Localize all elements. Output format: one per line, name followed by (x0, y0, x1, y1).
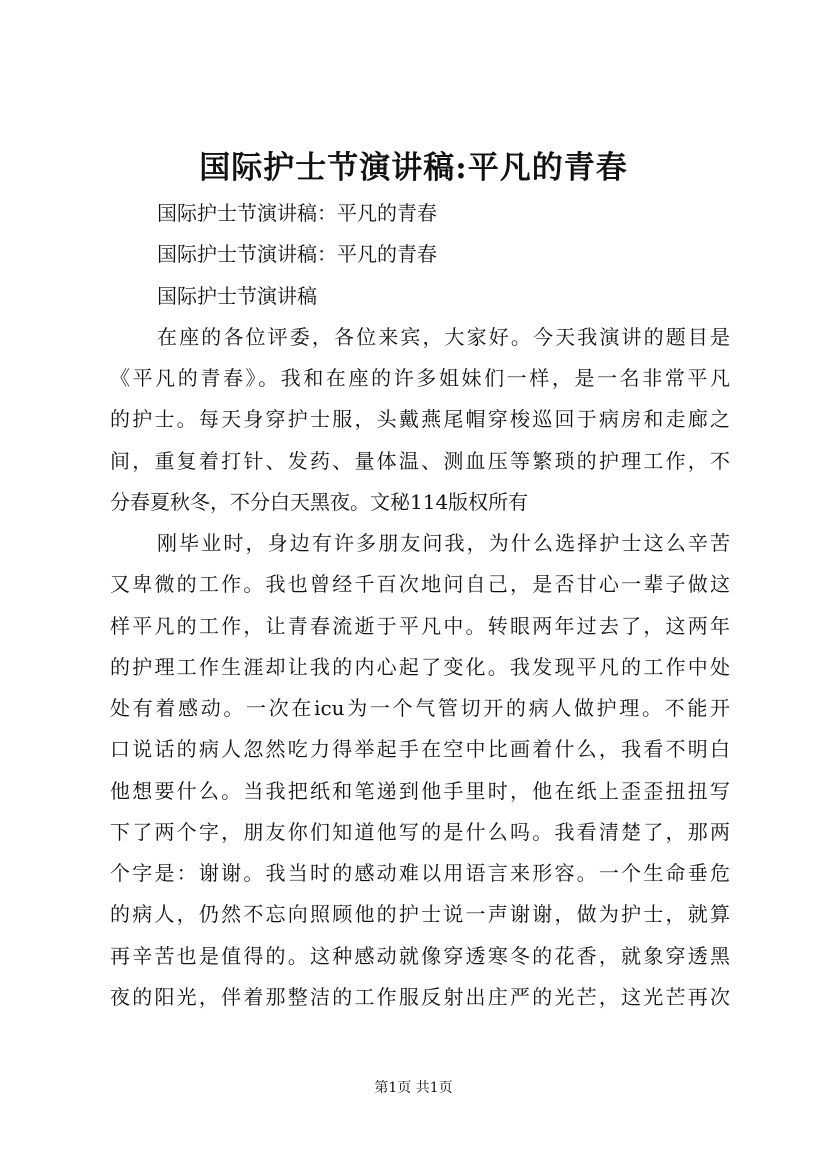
paragraph-line: 分春夏秋冬，不分白天黑夜。文秘114版权所有 (110, 490, 529, 514)
paragraph-line: 的护理工作生涯却让我的内心起了变化。我发现平凡的工作中处 (110, 655, 730, 679)
paragraph-line: 口说话的病人忽然吃力得举起手在空中比画着什么，我看不明白 (110, 737, 730, 761)
paragraph-line: 处有着感动。一次在icu为一个气管切开的病人做护理。不能开 (110, 696, 730, 720)
paragraph-line: 样平凡的工作，让青春流逝于平凡中。转眼两年过去了，这两年 (110, 614, 730, 638)
paragraph-line: 个字是：谢谢。我当时的感动难以用语言来形容。一个生命垂危 (110, 861, 730, 885)
paragraph-line: 间，重复着打针、发药、量体温、测血压等繁琐的护理工作，不 (110, 449, 730, 473)
paragraph-line: 的病人，仍然不忘向照顾他的护士说一声谢谢，做为护士，就算 (110, 902, 730, 926)
paragraph-line: 的护士。每天身穿护士服，头戴燕尾帽穿梭巡回于病房和走廊之 (110, 407, 730, 431)
paragraph-line: 在座的各位评委，各位来宾，大家好。今天我演讲的题目是 (157, 325, 730, 349)
paragraph-line: 他想要什么。当我把纸和笔递到他手里时，他在纸上歪歪扭扭写 (110, 779, 730, 803)
document-title: 国际护士节演讲稿:平凡的青春 (199, 150, 628, 186)
paragraph-line: 下了两个字，朋友你们知道他写的是什么吗。我看清楚了，那两 (110, 820, 730, 844)
heading-line: 国际护士节演讲稿 (157, 284, 317, 308)
paragraph-line: 夜的阳光，伴着那整洁的工作服反射出庄严的光芒，这光芒再次 (110, 985, 730, 1009)
heading-line: 国际护士节演讲稿：平凡的青春 (157, 201, 437, 225)
paragraph-line: 《平凡的青春》。我和在座的许多姐妹们一样，是一名非常平凡 (110, 366, 730, 390)
paragraph-line: 又卑微的工作。我也曾经千百次地问自己，是否甘心一辈子做这 (110, 572, 730, 596)
heading-line: 国际护士节演讲稿：平凡的青春 (157, 242, 437, 266)
paragraph-line: 刚毕业时，身边有许多朋友问我，为什么选择护士这么辛苦 (157, 531, 730, 555)
page-footer: 第1页 共1页 (374, 1080, 453, 1096)
paragraph-line: 再辛苦也是值得的。这种感动就像穿透寒冬的花香，就象穿透黑 (110, 944, 730, 968)
